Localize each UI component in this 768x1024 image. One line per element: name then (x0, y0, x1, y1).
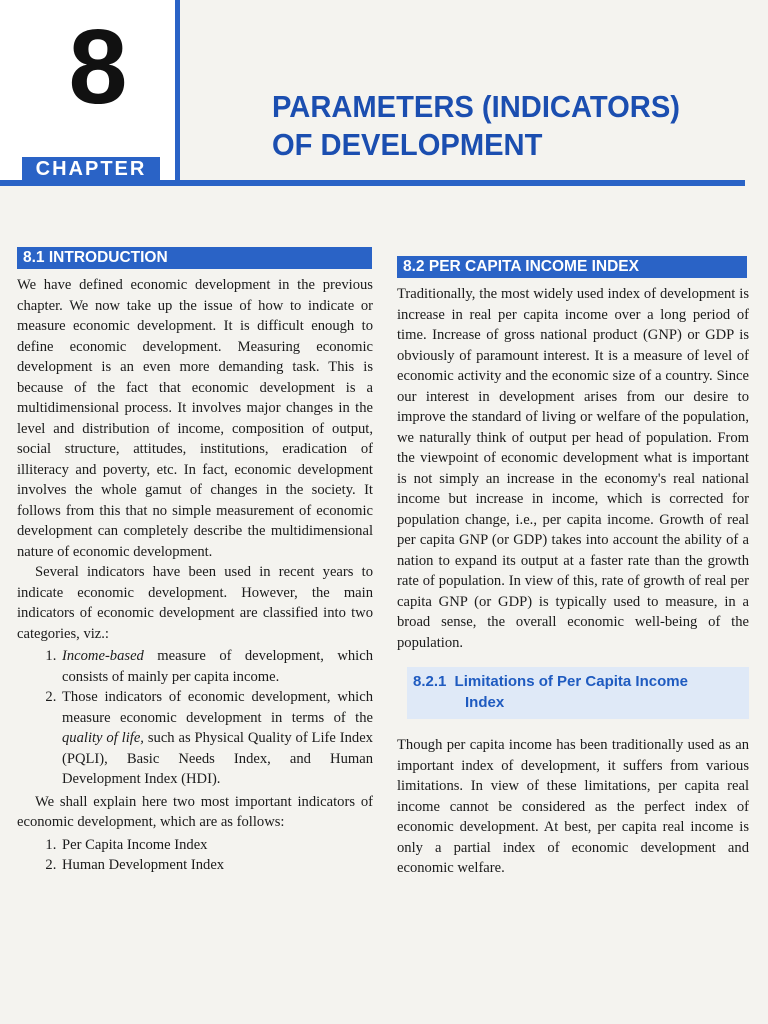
section-heading-introduction: 8.1 INTRODUCTION (17, 247, 372, 269)
list-item: 1. Per Capita Income Index (60, 835, 373, 856)
limitations-paragraph: Though per capita income has been traditionally used as an important index of development, it suffers from various limitations. In view of these limitations, per capita real income cannot be considered as the perfect index of economic development. At best, per capita real income is only a partial index of economic development and economic welfare. (397, 737, 749, 876)
list-item-text: Those indicators of economic development, which measure economic development in terms of the (62, 689, 373, 726)
list-item-text: such as Physical Quality of Life Index (PQLI), Basic Needs Index, and Human Development Index (HDI). (62, 730, 373, 787)
chapter-title (272, 88, 704, 164)
intro-paragraph-1: We have defined economic development in the previous chapter. We now take up the issue of how to indicate or measure economic development. It is difficult enough to define economic development. Measuring economic development is an even more demanding task. This is because of the fact that economic development is a multidimensional process. It involves major changes in the level and distribution of income, composition of output, social structure, attitudes, institutions, eradication of illiteracy and poverty, etc. In fact, economic development involves the whole gamut of changes in the society. It follows from this that no simple measurement of economic development can completely describe the multidimensional nature of economic development. (17, 277, 373, 560)
right-column (397, 256, 749, 879)
list-item (60, 687, 373, 790)
section-heading-per-capita-income: 8.2 PER CAPITA INCOME INDEX (397, 256, 747, 278)
chapter-title-line-1: PARAMETERS (INDICATORS) (272, 89, 680, 124)
chapter-label: CHAPTER (22, 157, 160, 181)
subsection-title-line-1: Limitations of Per Capita Income (454, 673, 688, 690)
per-capita-paragraph-1: Traditionally, the most widely used index of development is increase in real per capita income over a long period of time. Increase of gross national product (GNP) or GDP is obviously of paramount interest. It is a measure of level of economic activity and the economic size of a country. Since our interest in development arises from our desire to improve the standard of living or welfare of the population, we naturally think of output per head of population. From the viewpoint of economic development what is important is not simply an increase in the economy's real national income but increase in income, which is corrected for population change, i.e., per capita income. Growth of real per capita GNP (or GDP) takes into account the ability of a nation to expand its output at a faster rate than the growth rate of population. In view of this, rate of growth of real per capita GNP (or GDP) is typically used to measure, in a broad sense, the overall economic well-being of the population. (397, 286, 749, 651)
subsection-number: 8.2.1 (413, 673, 447, 690)
list-item (60, 646, 373, 687)
list-item: 2. Human Development Index (60, 855, 373, 876)
chapter-number: 8 (68, 8, 128, 126)
emphasis-text: Income-based (62, 648, 144, 664)
left-column (17, 247, 373, 878)
chapter-vertical-rule (175, 0, 180, 185)
subsection-heading-limitations (407, 667, 749, 719)
indicator-categories-list (17, 646, 373, 790)
list-item-text: measure of development, which consists of mainly per capita income. (62, 648, 373, 685)
emphasis-text: quality of life, (62, 730, 144, 746)
indicators-list (17, 835, 373, 876)
intro-paragraph-3: We shall explain here two most important indicators of economic development, which are as follows: (17, 793, 373, 830)
chapter-title-line-2: OF DEVELOPMENT (272, 127, 543, 162)
subsection-title-line-2: Index (465, 694, 505, 711)
intro-paragraph-2: Several indicators have been used in recent years to indicate economic development. However, the main indicators of economic development are classified into two categories, viz.: (17, 564, 373, 642)
